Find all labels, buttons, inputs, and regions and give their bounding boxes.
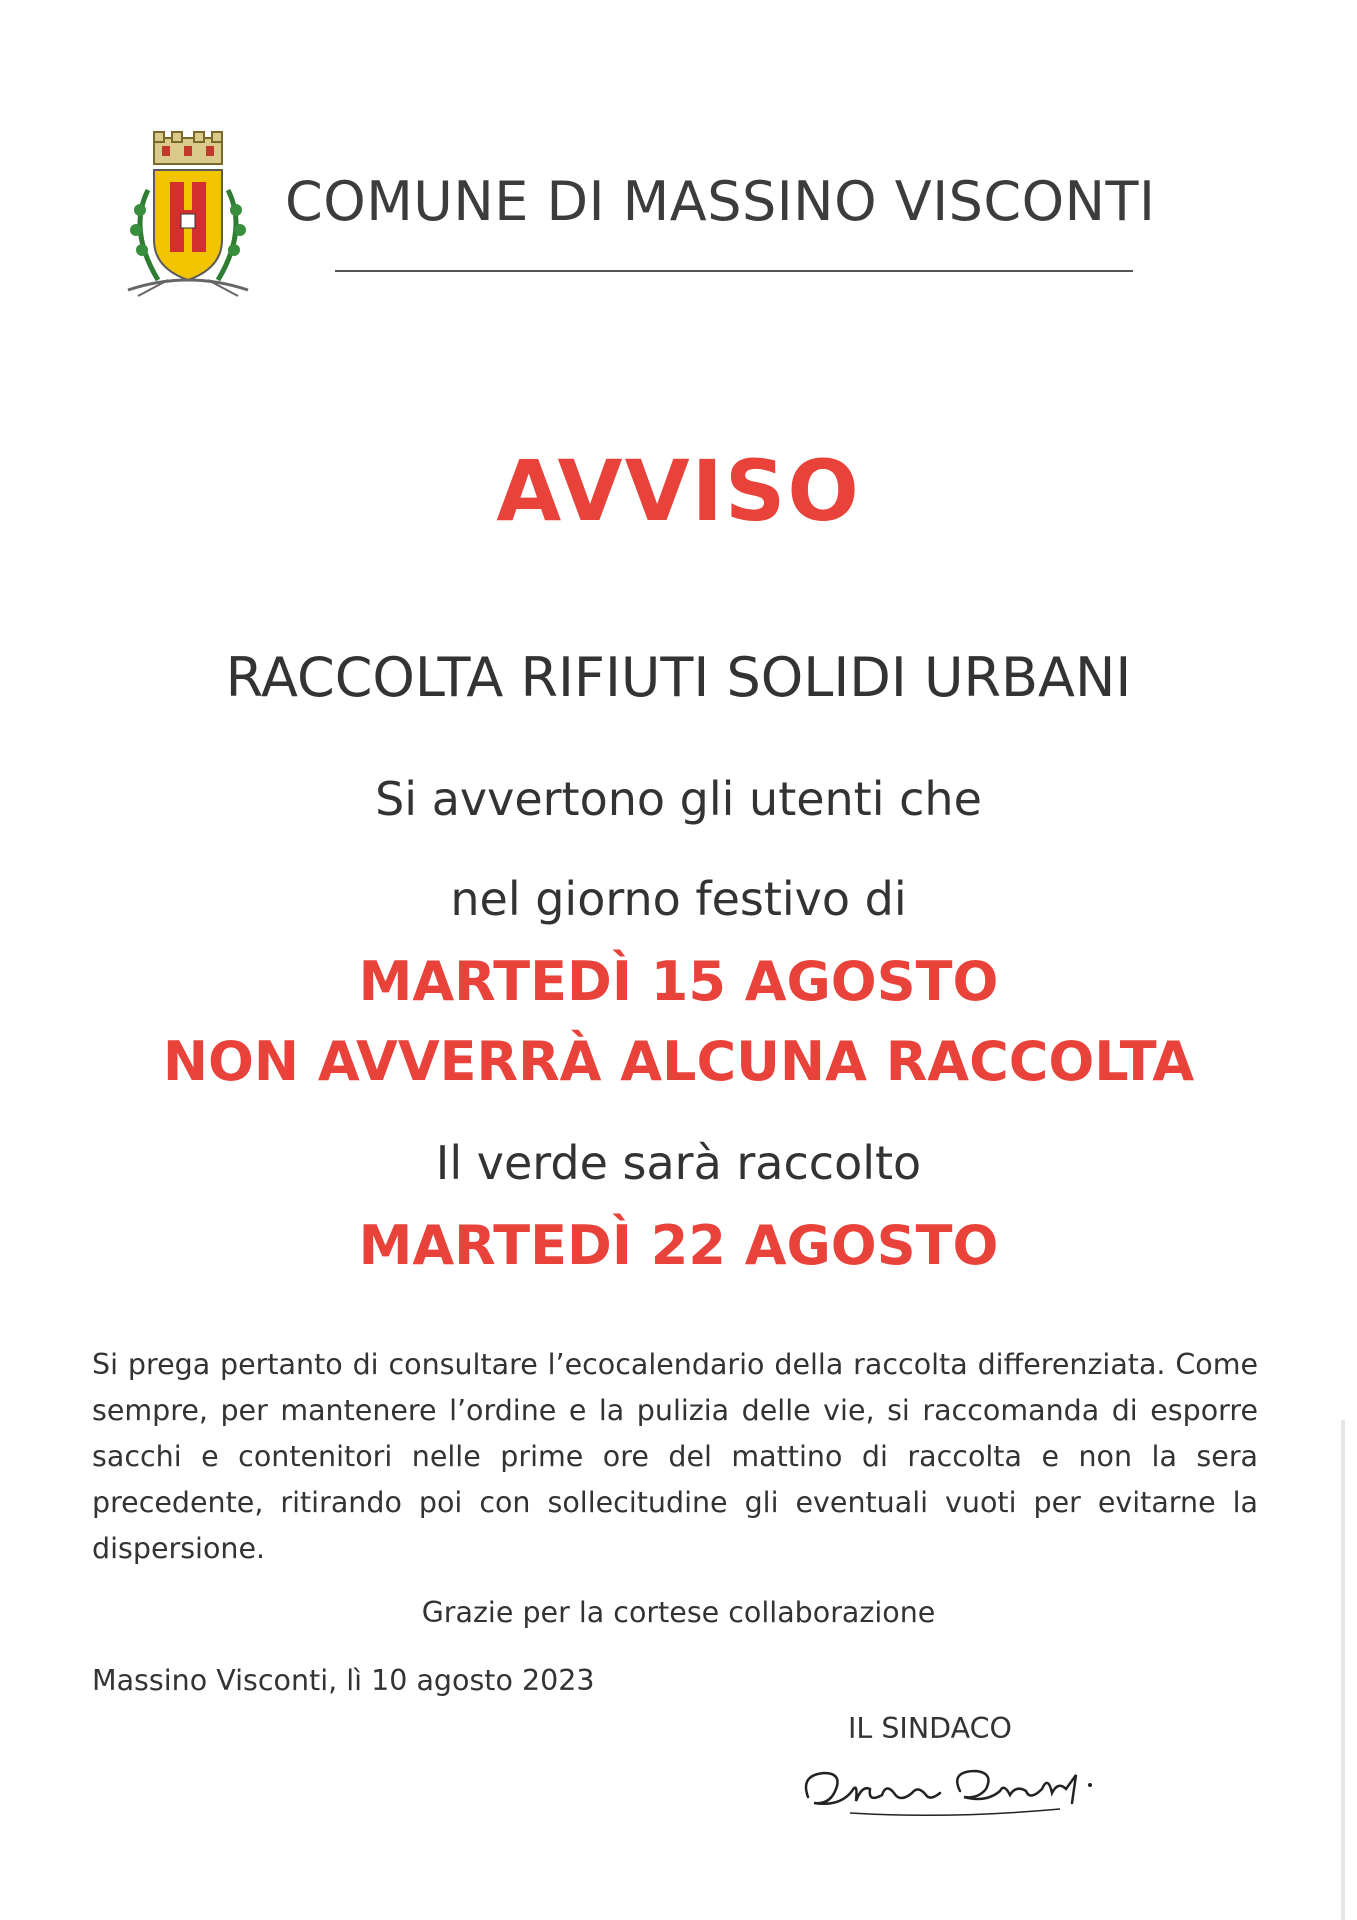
intro-line-1: Si avvertono gli utenti che bbox=[375, 772, 982, 826]
green-collection-line: Il verde sarà raccolto bbox=[435, 1136, 922, 1190]
notice-body: Si prega pertanto di consultare l’ecocalendario della raccolta differenziata. Come sempre, per mantenere l’ordine e la pulizia delle vie, si raccomanda di esporre sacchi e contenitori nelle prime ore del mattino di raccolta e non la sera precedente, ritirando poi con sollecitudine gli eventuali vuoti per evitarne la dispersione. bbox=[92, 1348, 1258, 1565]
holiday-date: MARTEDÌ 15 AGOSTO bbox=[358, 950, 999, 1013]
mayor-signature bbox=[790, 1745, 1110, 1830]
no-collection-notice: NON AVVERRÀ ALCUNA RACCOLTA bbox=[162, 1030, 1195, 1093]
page-edge-shadow bbox=[1341, 1420, 1345, 1920]
intro-line-2: nel giorno festivo di bbox=[450, 872, 907, 926]
coat-of-arms-icon bbox=[118, 130, 258, 300]
notice-heading: AVVISO bbox=[496, 442, 861, 540]
place-and-date: Massino Visconti, lì 10 agosto 2023 bbox=[92, 1664, 595, 1697]
thanks-line: Grazie per la cortese collaborazione bbox=[421, 1596, 936, 1629]
notice-subject: RACCOLTA RIFIUTI SOLIDI URBANI bbox=[225, 646, 1132, 709]
municipality-title: COMUNE DI MASSINO VISCONTI bbox=[285, 170, 1156, 233]
green-collection-date: MARTEDÌ 22 AGOSTO bbox=[358, 1214, 999, 1277]
header-divider bbox=[335, 270, 1133, 272]
signatory-title: IL SINDACO bbox=[848, 1712, 1012, 1745]
